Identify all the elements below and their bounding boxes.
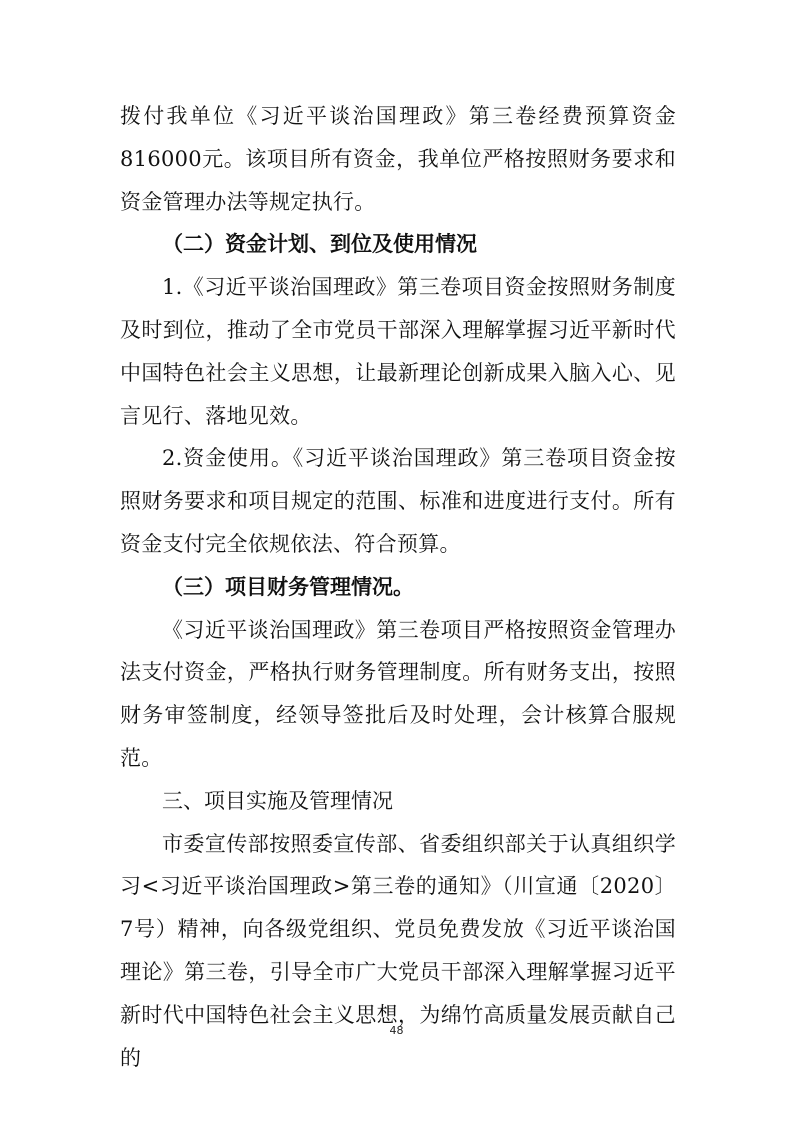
page-number: 48: [389, 1024, 404, 1037]
section-heading-financial-management: （三）项目财务管理情况。: [162, 574, 414, 599]
document-body: [120, 95, 676, 1079]
section-heading-implementation: 三、项目实施及管理情况: [162, 788, 393, 813]
paragraph-implementation: 市委宣传部按照委宣传部、省委组织部关于认真组织学习<习近平谈治国理政>第三卷的通知》（川宣通〔2020〕7号）精神，向各级党组织、党员免费发放《习近平谈治国理论》第三卷，引导全市广大党员干部深入理解掌握习近平新时代中国特色社会主义思想，为绵竹高质量发展贡献自己的: [120, 831, 676, 1070]
paragraph-funds-usage: 2.资金使用。《习近平谈治国理政》第三卷项目资金按照财务要求和项目规定的范围、标准和进度进行支付。所有资金支付完全依规依法、符合预算。: [120, 446, 676, 556]
paragraph-funds-arrival: 1.《习近平谈治国理政》第三卷项目资金按照财务制度及时到位，推动了全市党员干部深入理解掌握习近平新时代中国特色社会主义思想，让最新理论创新成果入脑入心、见言见行、落地见效。: [120, 275, 676, 428]
paragraph-continued: 拨付我单位《习近平谈治国理政》第三卷经费预算资金816000元。该项目所有资金，我单位严格按照财务要求和资金管理办法等规定执行。: [120, 104, 676, 214]
section-heading-funds-plan: （二）资金计划、到位及使用情况: [162, 232, 477, 257]
paragraph-financial-management: 《习近平谈治国理政》第三卷项目严格按照资金管理办法支付资金，严格执行财务管理制度。所有财务支出，按照财务审签制度，经领导签批后及时处理，会计核算合服规范。: [120, 617, 676, 770]
